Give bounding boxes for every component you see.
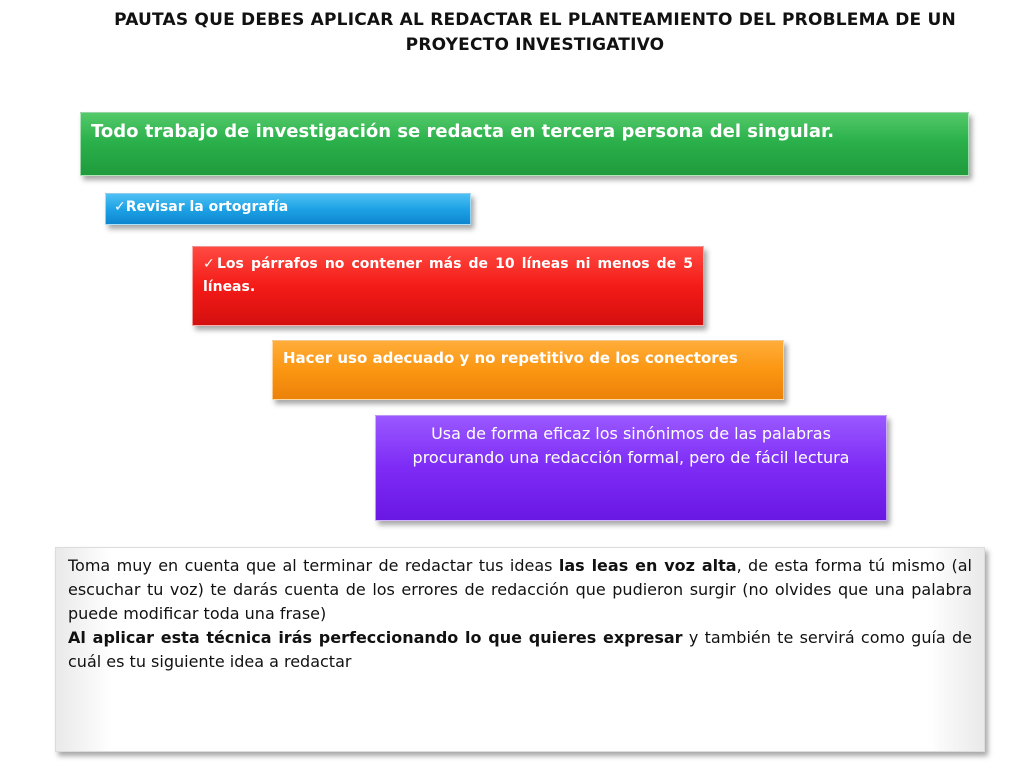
connectors-box — [272, 340, 784, 400]
note-p2-end: y también te servirá como guía de cuál es tu siguiente idea a redactar — [68, 628, 973, 671]
note-paragraph-2 — [68, 626, 972, 674]
synonyms-box — [375, 415, 887, 521]
paragraph-length-text: Los párrafos no contener más de 10 líneas ni menos de 5 líneas. — [203, 256, 693, 295]
note-p2-bold: Al aplicar esta técnica irás perfeccionando lo que quieres expresar — [68, 628, 683, 647]
reading-aloud-note — [55, 547, 985, 752]
paragraph-length-box — [192, 246, 704, 326]
checkmark-icon: ✓ — [203, 256, 217, 272]
third-person-text: Todo trabajo de investigación se redacta en tercera persona del singular. — [91, 121, 835, 142]
spelling-box — [105, 193, 471, 225]
slide-title: PAUTAS QUE DEBES APLICAR AL REDACTAR EL PLANTEAMIENTO DEL PROBLEMA DE UN PROYECTO INVESTIGATIVO — [114, 10, 956, 55]
note-p1-start: Toma muy en cuenta que al terminar de redactar tus ideas — [68, 556, 559, 575]
note-p1-bold: las leas en voz alta — [558, 556, 737, 575]
note-paragraph-1 — [68, 554, 972, 626]
synonyms-text: Usa de forma eficaz los sinónimos de las palabras procurando una redacción formal, pero de fácil lectura — [412, 424, 850, 467]
checkmark-icon: ✓ — [114, 199, 126, 215]
third-person-box — [80, 112, 969, 176]
note-p1-end: , de esta forma tú mismo (al escuchar tu voz) te darás cuenta de los errores de redacción que pudieron surgir (no olvides que una palabra puede modificar toda una frase) — [68, 556, 973, 623]
spelling-text: Revisar la ortografía — [125, 199, 289, 215]
connectors-text: Hacer uso adecuado y no repetitivo de los conectores — [283, 349, 738, 367]
